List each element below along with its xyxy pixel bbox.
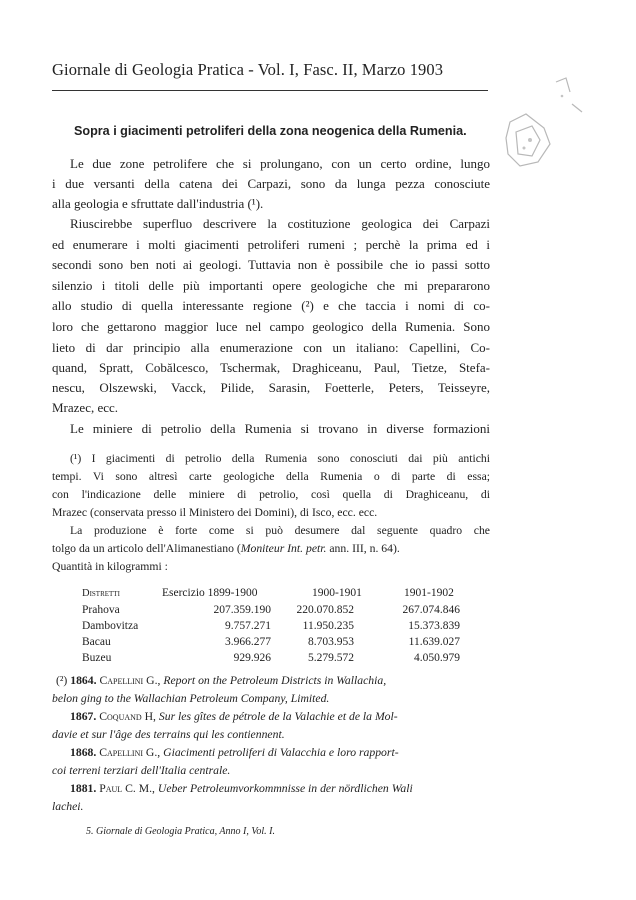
article-title: Sopra i giacimenti petroliferi della zona neogenica della Rumenia. bbox=[74, 124, 467, 138]
bib-year: 1881. bbox=[70, 782, 97, 795]
table-cell: 8.703.953 bbox=[308, 636, 354, 648]
footnote-line: La produzione è forte come si può desumere dal seguente quadro che bbox=[70, 524, 490, 537]
body-line: allo studio di quella interessante regione (²) e che taccia i nomi di co- bbox=[52, 298, 490, 313]
body-line: secondi sono ben noti ai geologi. Tuttavia non è possibile che io passi sotto bbox=[52, 257, 490, 272]
table-cell: 4.050.979 bbox=[414, 652, 460, 664]
bib-year: 1868. bbox=[70, 746, 97, 759]
body-line: ed enumerare i molti giacimenti petroliferi rumeni ; perchè la prima ed i bbox=[52, 237, 490, 252]
bib-title-cont: lachei. bbox=[52, 800, 84, 813]
source-title: Moniteur Int. petr. bbox=[240, 542, 327, 555]
body-line: loro che gettarono maggior luce nel campo geologico della Rumenia. Sono bbox=[52, 319, 490, 334]
footnote-text: tolgo da un articolo dell'Alimanestiano ( bbox=[52, 542, 241, 555]
body-line: Mrazec, ecc. bbox=[52, 400, 119, 415]
footnote-line: (¹) I giacimenti di petrolio della Rumenia sono conosciuti dai più antichi bbox=[70, 452, 490, 465]
table-cell: 15.373.839 bbox=[408, 620, 460, 632]
body-line: silenzio i titoli delle più importanti opere geologiche che mi prepararono bbox=[52, 278, 490, 293]
table-header-districts: Distretti bbox=[82, 588, 120, 599]
body-line: Le miniere di petrolio della Rumenia si trovano in diverse formazioni bbox=[70, 421, 490, 436]
bib-entry bbox=[70, 782, 413, 795]
bib-author: Capellini G., bbox=[99, 674, 161, 687]
bib-year: 1867. bbox=[70, 710, 97, 723]
bib-title-cont: davie et sur l'âge des terrains qui les contiennent. bbox=[52, 728, 285, 741]
table-header-1901: 1901-1902 bbox=[404, 587, 454, 599]
bib-entry bbox=[70, 746, 399, 759]
table-row-label: Prahova bbox=[82, 604, 120, 616]
body-line: lieto di dar principio alla enumerazione con un italiano: Capellini, Co- bbox=[52, 340, 490, 355]
bib-author: Capellini G., bbox=[99, 746, 161, 759]
footnote-marker: (²) bbox=[56, 674, 68, 687]
bib-title: Report on the Petroleum Districts in Wallachia, bbox=[163, 674, 387, 687]
bib-author: Coquand H, bbox=[99, 710, 156, 723]
running-head: Giornale di Geologia Pratica - Vol. I, Fasc. II, Marzo 1903 bbox=[52, 60, 444, 79]
table-cell: 220.070.852 bbox=[296, 604, 354, 616]
footnote-line: tempi. Vi sono altresì carte geologiche della Rumenia o di parte di essa; bbox=[52, 470, 490, 483]
table-row-label: Dambovitza bbox=[82, 620, 139, 632]
table-cell: 3.966.277 bbox=[225, 636, 271, 648]
body-line: quand, Spratt, Cobălcesco, Tschermak, Draghiceanu, Paul, Tietze, Stefa- bbox=[52, 360, 490, 375]
footnote-line: Quantità in kilogrammi : bbox=[52, 560, 168, 573]
table-row-label: Bacau bbox=[82, 636, 111, 648]
table-row-label: Buzeu bbox=[82, 652, 112, 664]
body-line: nescu, Olszewski, Vacck, Pilide, Sarasin, Foetterle, Peters, Teisseyre, bbox=[52, 380, 490, 395]
bib-title: Ueber Petroleumvorkommnisse in der nördlichen Wali bbox=[157, 782, 413, 795]
body-line: Le due zone petrolifere che si prolungano, con un certo ordine, lungo bbox=[70, 156, 490, 171]
bib-title: Giacimenti petroliferi di Valacchia e loro rapport- bbox=[163, 746, 399, 759]
table-cell: 267.074.846 bbox=[402, 604, 460, 616]
table-cell: 5.279.572 bbox=[308, 652, 354, 664]
bib-entry bbox=[70, 710, 398, 723]
body-line: alla geologia e sfruttate dall'industria (¹). bbox=[52, 196, 264, 211]
table-cell: 11.950.235 bbox=[302, 620, 354, 632]
source-detail: ann. III, n. 64). bbox=[326, 542, 400, 555]
table-cell: 11.639.027 bbox=[408, 636, 460, 648]
table-cell: 9.757.271 bbox=[225, 620, 271, 632]
footnote-line: Mrazec (conservata presso il Ministero dei Domini), di Isco, ecc. ecc. bbox=[52, 506, 378, 519]
bib-title-cont: belon ging to the Wallachian Petroleum Company, Limited. bbox=[52, 692, 330, 705]
bib-title-cont: coi terreni terziari dell'Italia centrale. bbox=[52, 764, 231, 777]
table-header-1899: Esercizio 1899-1900 bbox=[162, 587, 258, 599]
table-header-1900: 1900-1901 bbox=[312, 587, 362, 599]
table-cell: 929.926 bbox=[233, 652, 271, 664]
table-cell: 207.359.190 bbox=[213, 604, 271, 616]
bib-title: Sur les gîtes de pétrole de la Valachie et de la Mol- bbox=[158, 710, 398, 723]
bib-author: Paul C. M., bbox=[99, 782, 155, 795]
signature-line: 5. Giornale di Geologia Pratica, Anno I, Vol. I. bbox=[86, 826, 275, 837]
footnote-line: con l'indicazione delle miniere di petrolio, così quella di Draghiceanu, di bbox=[52, 488, 490, 501]
bib-entry bbox=[56, 674, 386, 687]
body-line: i due versanti della catena dei Carpazi, sono da lunga pezza conosciute bbox=[52, 176, 490, 191]
bib-year: 1864. bbox=[70, 674, 97, 687]
body-line: Riuscirebbe superfluo descrivere la costituzione geologica dei Carpazi bbox=[70, 216, 490, 231]
